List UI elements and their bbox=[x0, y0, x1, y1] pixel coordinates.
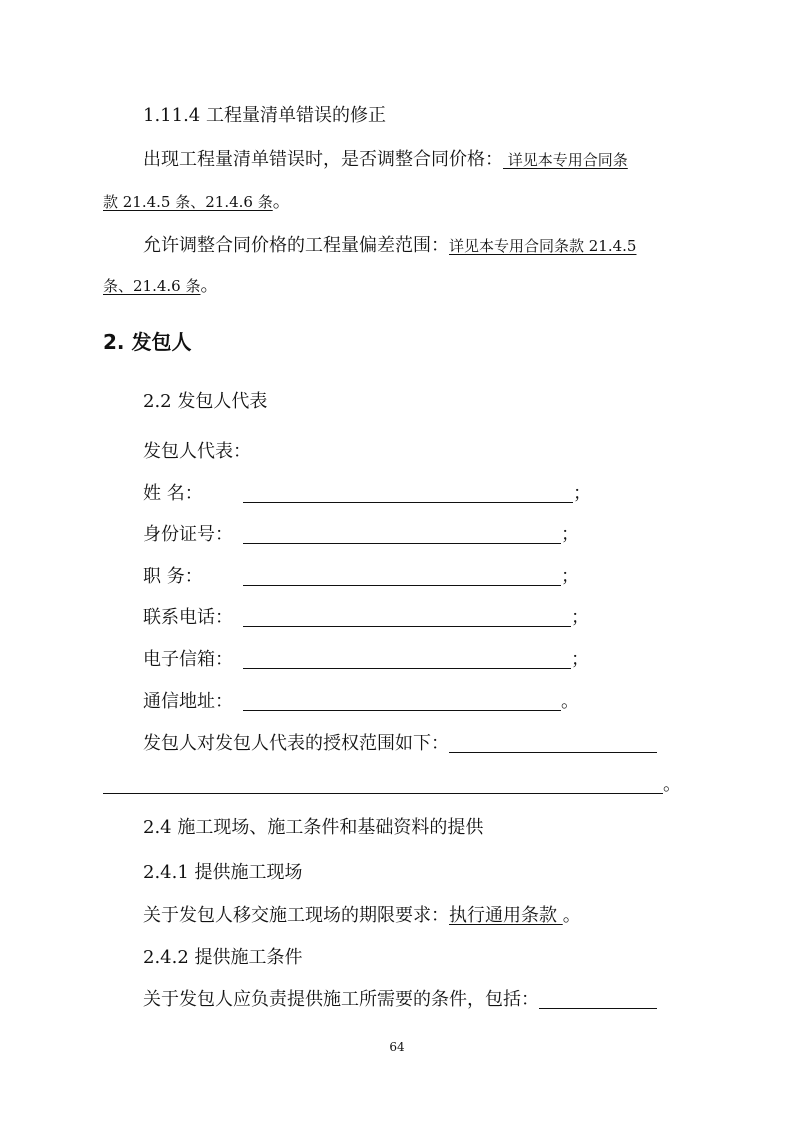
id-field-row bbox=[143, 523, 579, 547]
punctuation: 。 bbox=[561, 691, 579, 712]
section-2-4-title: 2.4 施工现场、施工条件和基础资料的提供 bbox=[143, 817, 484, 838]
scope-row bbox=[143, 732, 657, 756]
id-number-field[interactable] bbox=[243, 525, 561, 544]
punctuation: ； bbox=[573, 483, 591, 504]
conditions-row bbox=[143, 988, 657, 1012]
paragraph-deviation-range-cont bbox=[103, 274, 218, 298]
punctuation: 。 bbox=[663, 774, 681, 795]
section-1-11-4-title: 1.11.4 工程量清单错误的修正 bbox=[143, 105, 386, 126]
conditions-field[interactable] bbox=[539, 990, 657, 1009]
paragraph-text: 出现工程量清单错误时，是否调整合同价格： bbox=[143, 149, 503, 170]
filled-value: 详见本专用合同条 bbox=[503, 151, 628, 169]
address-field[interactable] bbox=[243, 692, 561, 711]
site-handover-row bbox=[143, 904, 581, 928]
name-label: 姓 名： bbox=[143, 483, 203, 504]
address-label: 通信地址： bbox=[143, 691, 233, 712]
section-2-2-title: 2.2 发包人代表 bbox=[143, 391, 268, 412]
filled-value: 详见本专用合同条款 21.4.5 bbox=[449, 237, 637, 255]
paragraph-quantity-error-cont bbox=[103, 190, 291, 214]
punctuation: ； bbox=[571, 649, 589, 670]
punctuation: 。 bbox=[562, 905, 581, 926]
post-label: 职 务： bbox=[143, 566, 203, 587]
id-label: 身份证号： bbox=[143, 524, 233, 545]
punctuation: ； bbox=[561, 566, 579, 587]
phone-label: 联系电话： bbox=[143, 607, 233, 628]
paragraph-text: 关于发包人移交施工现场的期限要求： bbox=[143, 905, 449, 926]
filled-value: 款 21.4.5 条、21.4.6 条 bbox=[103, 193, 273, 211]
scope-field[interactable] bbox=[449, 734, 657, 753]
email-field-row bbox=[143, 648, 589, 672]
section-2-4-2-title: 2.4.2 提供施工条件 bbox=[143, 947, 303, 968]
punctuation: ； bbox=[571, 607, 589, 628]
filled-value: 条、21.4.6 条 bbox=[103, 277, 201, 295]
scope-label: 发包人对发包人代表的授权范围如下： bbox=[143, 733, 449, 754]
punctuation: ； bbox=[561, 524, 579, 545]
phone-field[interactable] bbox=[243, 608, 571, 627]
paragraph-text: 关于发包人应负责提供施工所需要的条件，包括： bbox=[143, 989, 539, 1010]
email-field[interactable] bbox=[243, 650, 571, 669]
paragraph-quantity-error bbox=[143, 148, 628, 172]
post-field[interactable] bbox=[243, 567, 561, 586]
email-label: 电子信箱： bbox=[143, 649, 233, 670]
filled-value: 执行通用条款 bbox=[449, 905, 563, 926]
name-field[interactable] bbox=[243, 484, 573, 503]
scope-field-continued[interactable] bbox=[103, 775, 663, 794]
page-number: 64 bbox=[389, 1040, 405, 1054]
punctuation: 。 bbox=[200, 275, 219, 296]
section-2-4-1-title: 2.4.1 提供施工现场 bbox=[143, 862, 303, 883]
paragraph-deviation-range bbox=[143, 234, 636, 258]
chapter-2-heading: 2. 发包人 bbox=[103, 330, 192, 354]
representative-intro: 发包人代表： bbox=[143, 441, 251, 462]
address-field-row bbox=[143, 690, 579, 714]
phone-field-row bbox=[143, 606, 589, 630]
post-field-row bbox=[143, 565, 579, 589]
paragraph-text: 允许调整合同价格的工程量偏差范围： bbox=[143, 235, 449, 256]
scope-row-cont bbox=[103, 773, 681, 797]
name-field-row bbox=[143, 482, 591, 506]
punctuation: 。 bbox=[272, 191, 291, 212]
